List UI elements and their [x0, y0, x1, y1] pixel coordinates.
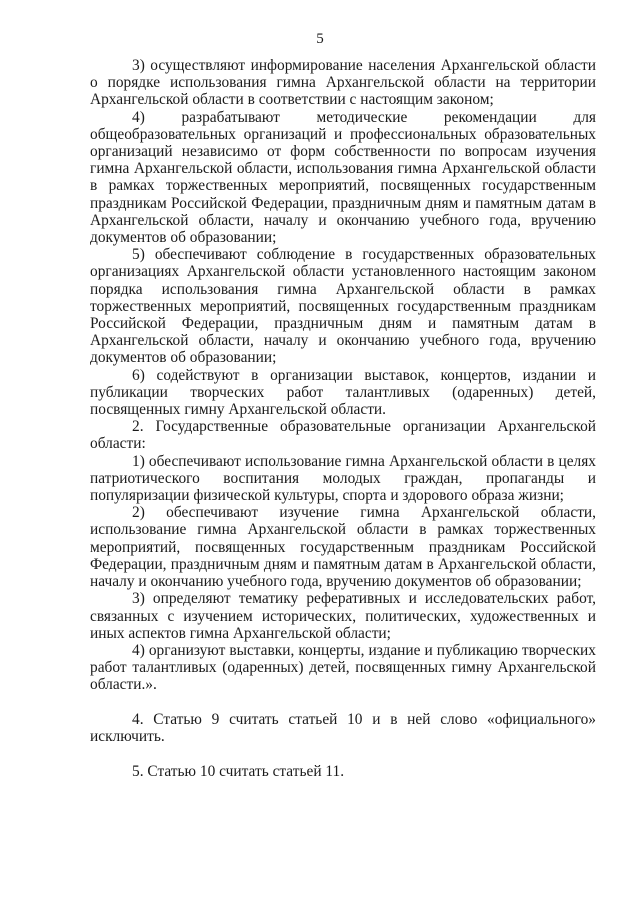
page-number: 5 [316, 31, 324, 47]
paragraph-subitem-4-publications: 4) организуют выставки, концерты, издание и публикацию творческих работ талантливых (одаренных) детей, посвященных гимну Архангельской области.». [90, 641, 596, 694]
paragraph-subitem-2-study: 2) обеспечивают изучение гимна Архангельской области, использование гимна Архангельской области в рамках торжественных мероприятий, посвященных государственным праздникам Российской Федерации, праздничным дням и памятным датам в Архангельской области, началу и окончанию учебного года, вручению документов об образовании; [90, 504, 596, 591]
paragraph-article-10: 5. Статью 10 считать статьей 11. [132, 762, 345, 780]
paragraph-subitem-3-topics: 3) определяют тематику реферативных и исследовательских работ, связанных с изучением исторических, политических, художественных и иных аспектов гимна Архангельской области; [90, 590, 596, 642]
paragraph-section-2-organizations: 2. Государственные образовательные организации Архангельской области: [90, 418, 596, 453]
paragraph-item-4-recommendations: 4) разрабатывают методические рекомендации для общеобразовательных организаций и профессиональных образовательных организаций независимо от форм собственности по вопросам изучения гимна Архангельской области, использования гимна Архангельской области в рамках торжественных мероприятий, посвященных государственным праздникам Российской Федерации, праздничным дням и памятным датам в Архангельской области, началу и окончанию учебного года, вручению документов об образовании; [90, 108, 596, 247]
paragraph-item-5-compliance: 5) обеспечивают соблюдение в государственных образовательных организациях Архангельской области установленного настоящим законом порядка использования гимна Архангельской области в рамках торжественных мероприятий, посвященных государственным праздникам Российской Федерации, праздничным дням и памятным датам в Архангельской области, началу и окончанию учебного года, вручению документов об образовании; [90, 246, 596, 367]
paragraph-subitem-1-use: 1) обеспечивают использование гимна Архангельской области в целях патриотического воспитания молодых граждан, пропаганды и популяризации физической культуры, спорта и здорового образа жизни; [90, 452, 596, 505]
document-body [90, 57, 596, 780]
paragraph-item-3-inform: 3) осуществляют информирование населения Архангельской области о порядке использования гимна Архангельской области на территории Архангельской области в соответствии с настоящим законом; [90, 57, 596, 109]
paragraph-article-9: 4. Статью 9 считать статьей 10 и в ней слово «официального» исключить. [90, 711, 596, 746]
paragraph-item-6-exhibitions: 6) содействуют в организации выставок, концертов, издании и публикации творческих работ талантливых (одаренных) детей, посвященных гимну Архангельской области. [90, 366, 596, 419]
